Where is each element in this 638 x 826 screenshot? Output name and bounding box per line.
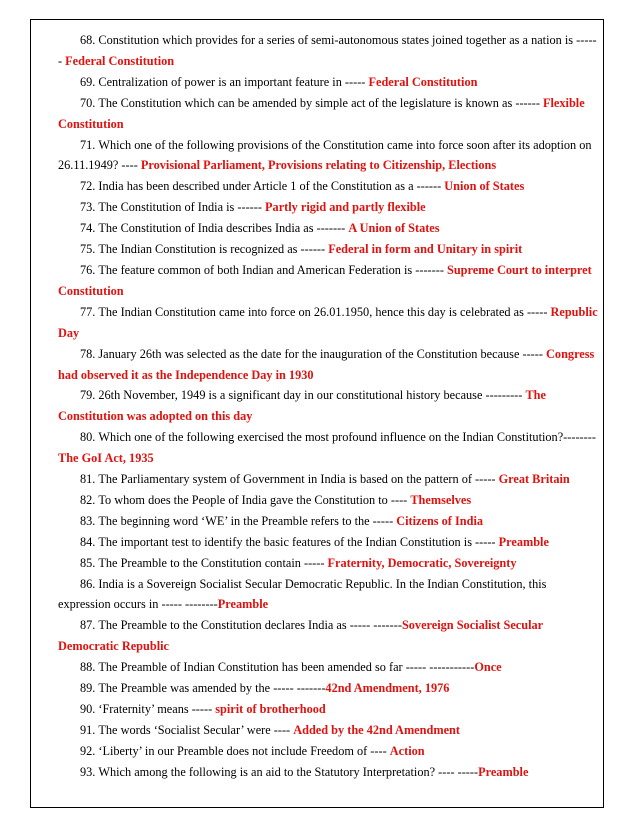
question-number: 71. <box>80 137 96 152</box>
answer-text: spirit of brotherhood <box>215 702 326 716</box>
question-item <box>58 385 598 427</box>
question-number: 69. <box>80 74 96 89</box>
question-item <box>58 678 598 699</box>
question-text: To whom does the People of India gave the Constitution to ---- <box>98 492 411 507</box>
question-text: The Preamble to the Constitution contain ----- <box>98 555 328 570</box>
answer-text: Supreme Court to interpret Constitution <box>58 262 592 298</box>
question-item <box>58 720 598 741</box>
answer-text: Preamble <box>217 597 269 612</box>
answer-text: Added by the 42nd Amendment <box>293 722 460 737</box>
question-number: 86. <box>80 576 96 591</box>
question-number: 83. <box>80 513 96 528</box>
question-item <box>58 176 598 197</box>
question-number: 82. <box>80 492 96 507</box>
question-item <box>58 93 598 135</box>
answer-text: Once <box>474 660 502 675</box>
question-text: Centralization of power is an important feature in ----- <box>98 74 369 89</box>
question-item <box>58 615 598 657</box>
answer-text: Congress had observed it as the Independence Day in 1930 <box>58 346 595 382</box>
question-item <box>58 762 598 783</box>
question-text: The Indian Constitution is recognized as ------ <box>98 242 329 257</box>
question-item <box>58 239 598 260</box>
question-item <box>58 532 598 553</box>
answer-text: Fraternity, Democratic, Sovereignty <box>327 555 517 570</box>
question-number: 72. <box>80 179 96 194</box>
answer-text: Federal in form and Unitary in spirit <box>328 242 523 257</box>
answer-text: Provisional Parliament, Provisions relating to Citizenship, Elections <box>140 158 497 173</box>
question-number: 87. <box>80 618 96 633</box>
question-text: January 26th was selected as the date for the inauguration of the Constitution because ----- <box>98 346 547 361</box>
answer-text: The GoI Act, 1935 <box>58 451 154 466</box>
question-number: 77. <box>80 304 96 319</box>
answer-text: Great Britain <box>498 472 570 487</box>
answer-text: Citizens of India <box>396 513 484 528</box>
question-number: 84. <box>80 534 96 549</box>
question-number: 80. <box>80 430 96 445</box>
answer-text: A Union of States <box>348 221 440 236</box>
answer-text: 42nd Amendment, 1976 <box>325 681 450 696</box>
answer-text: Federal Constitution <box>368 74 478 89</box>
question-item <box>58 741 598 762</box>
answer-text: Union of States <box>444 179 525 194</box>
question-text: ‘Liberty’ in our Preamble does not include Freedom of ---- <box>98 743 390 758</box>
question-text: Which among the following is an aid to the Statutory Interpretation? ---- ----- <box>98 764 479 779</box>
question-text: The Preamble was amended by the ----- ------- <box>98 681 326 696</box>
question-text: The Preamble of Indian Constitution has been amended so far ----- ----------- <box>98 660 475 675</box>
question-text: The Preamble to the Constitution declares India as ----- ------- <box>98 618 402 633</box>
question-item <box>58 218 598 239</box>
question-number: 73. <box>80 200 96 215</box>
question-number: 76. <box>80 262 96 277</box>
question-item <box>58 657 598 678</box>
question-number: 78. <box>80 346 96 361</box>
answer-text: Partly rigid and partly flexible <box>265 200 426 215</box>
question-text: Which one of the following exercised the most profound influence on the Indian Constitution?-------- <box>98 430 596 445</box>
question-item <box>58 427 598 469</box>
answer-text: Preamble <box>478 764 529 779</box>
question-number: 79. <box>80 388 96 403</box>
question-number: 88. <box>80 660 96 675</box>
answer-text: Flexible Constitution <box>58 95 585 131</box>
question-item <box>58 469 598 490</box>
answer-text: Republic Day <box>58 304 598 340</box>
question-text: ‘Fraternity’ means ----- <box>98 702 216 716</box>
question-number: 74. <box>80 221 96 236</box>
question-item <box>58 30 598 72</box>
question-item <box>58 197 598 218</box>
question-item <box>58 490 598 511</box>
answer-text: Action <box>389 743 425 758</box>
question-item <box>58 260 598 302</box>
question-text: The Constitution of India describes India as ------- <box>98 221 349 236</box>
question-text: The beginning word ‘WE’ in the Preamble refers to the ----- <box>98 513 397 528</box>
answer-text: Preamble <box>498 534 549 549</box>
question-item <box>58 511 598 532</box>
question-text: Constitution which provides for a series of semi-autonomous states joined together as a nation is ------ <box>58 33 597 68</box>
question-text: India is a Sovereign Socialist Secular Democratic Republic. In the Indian Constitution, this expression occurs in ----- -------- <box>58 576 547 612</box>
question-number: 92. <box>80 743 96 758</box>
question-text: The Constitution of India is ------ <box>98 200 266 215</box>
question-item <box>58 574 598 616</box>
question-text: The important test to identify the basic features of the Indian Constitution is ----- <box>98 534 499 549</box>
question-text: 26th November, 1949 is a significant day in our constitutional history because --------- <box>98 388 526 403</box>
answer-text: Federal Constitution <box>65 53 175 68</box>
question-number: 90. <box>80 702 96 716</box>
question-item <box>58 344 598 386</box>
question-number: 68. <box>80 33 96 47</box>
question-number: 89. <box>80 681 96 696</box>
question-item <box>58 553 598 574</box>
question-item <box>58 135 598 177</box>
answer-text: Sovereign Socialist Secular Democratic Republic <box>58 618 543 654</box>
question-number: 75. <box>80 242 96 257</box>
question-item <box>58 302 598 344</box>
question-number: 81. <box>80 472 96 487</box>
answer-text: Themselves <box>410 492 472 507</box>
question-text: India has been described under Article 1 of the Constitution as a ------ <box>98 179 445 194</box>
question-number: 70. <box>80 95 96 110</box>
question-text: Which one of the following provisions of the Constitution came into force soon after its adoption on 26.11.1949? ---- <box>58 137 592 173</box>
question-list <box>58 30 598 783</box>
question-number: 91. <box>80 722 96 737</box>
question-item <box>58 72 598 93</box>
question-text: The feature common of both Indian and American Federation is ------- <box>98 262 447 277</box>
question-text: The Parliamentary system of Government in India is based on the pattern of ----- <box>98 472 499 487</box>
question-text: The Indian Constitution came into force on 26.01.1950, hence this day is celebrated as ----- <box>98 304 551 319</box>
question-item <box>58 699 598 720</box>
question-text: The Constitution which can be amended by simple act of the legislature is known as ------ <box>98 95 543 110</box>
question-number: 93. <box>80 764 96 779</box>
answer-text: The Constitution was adopted on this day <box>58 388 546 424</box>
question-number: 85. <box>80 555 96 570</box>
question-text: The words ‘Socialist Secular’ were ---- <box>98 722 294 737</box>
